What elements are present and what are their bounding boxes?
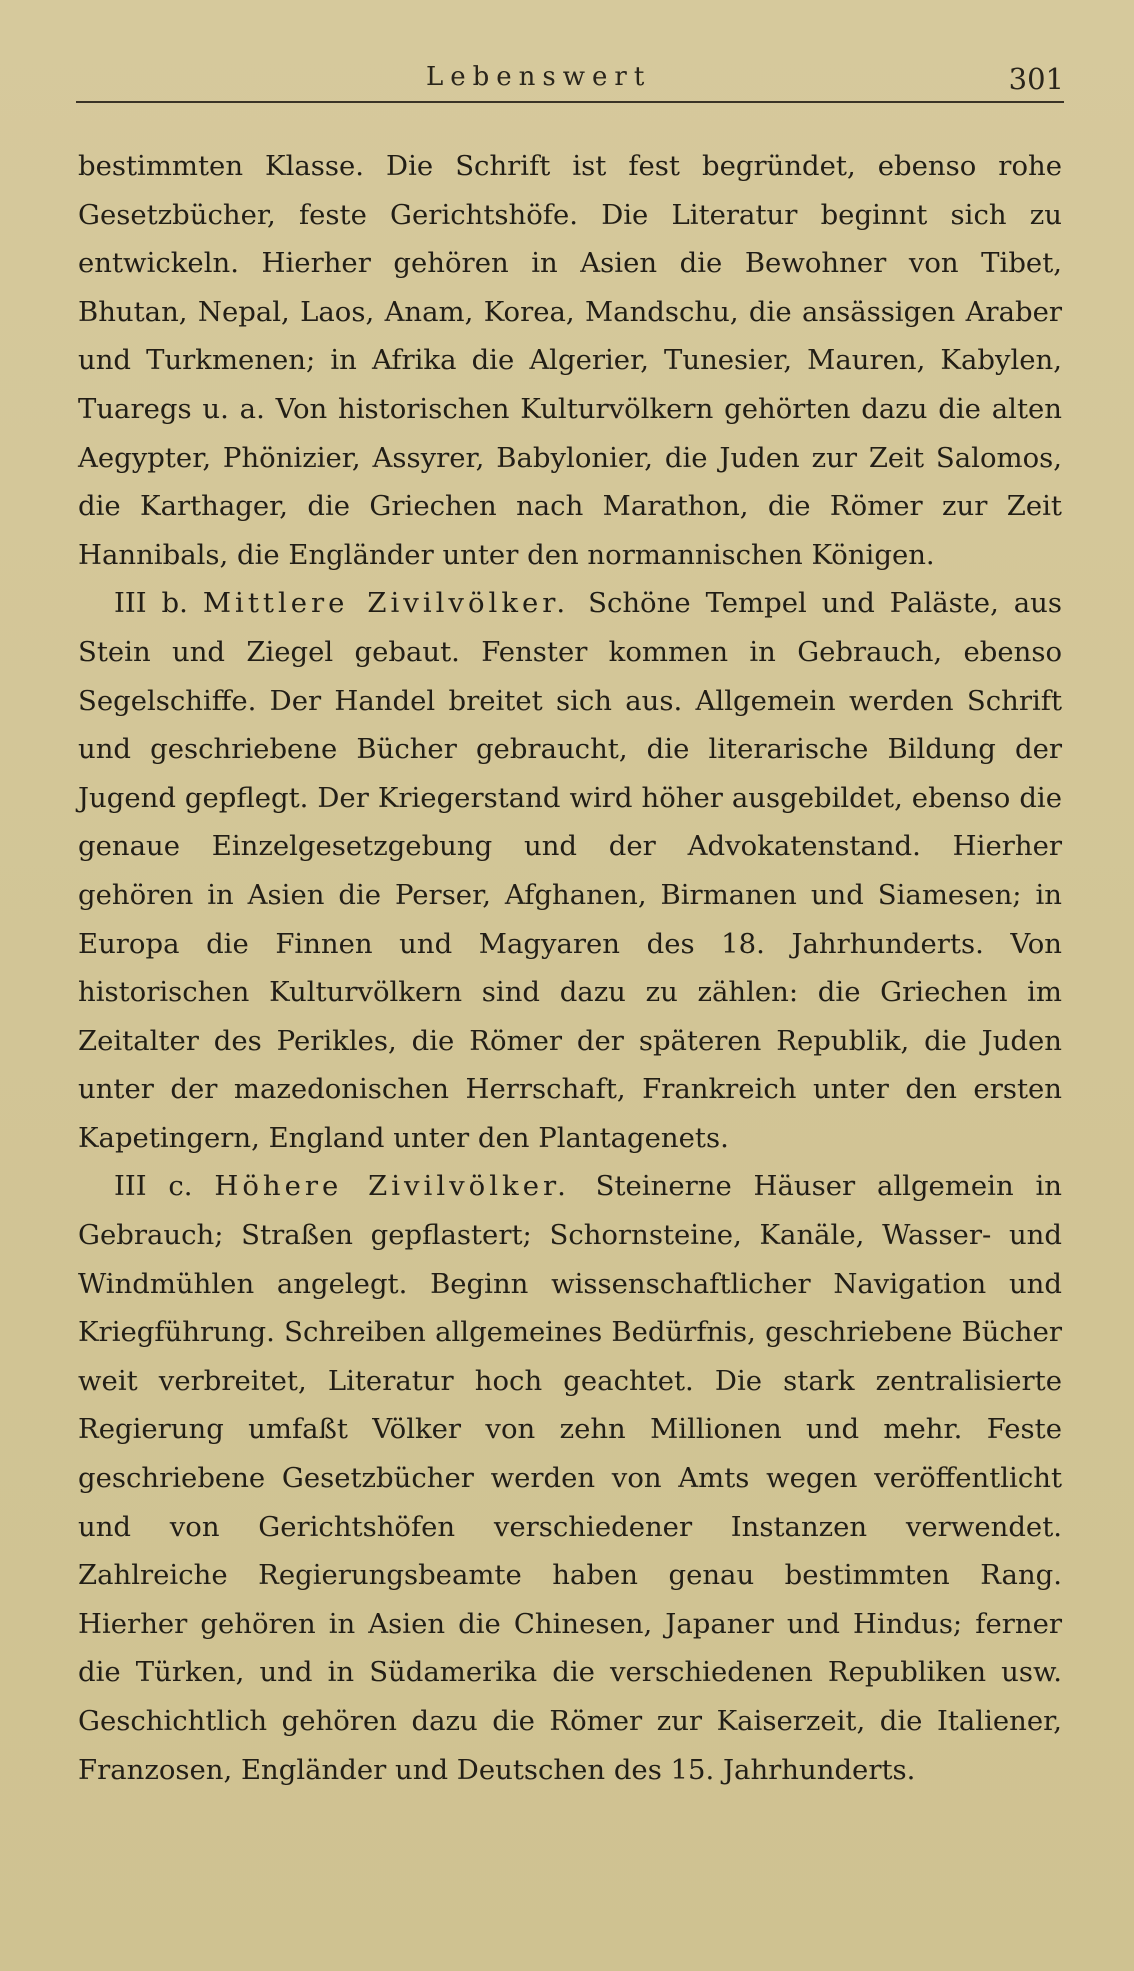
paragraph-text: bestimmten Klasse. Die Schrift ist fest begründet, ebenso rohe Gesetzbücher, feste Gerichtshöfe. Die Literatur beginnt sich zu entwickeln. Hierher gehören in Asien die Bewohner von Tibet, Bhutan, Nepal, Laos, Anam, Korea, Mandschu, die ansässigen Araber und Turkmenen; in Afrika die Algerier, Tunesier, Mauren, Kabylen, Tuaregs u. a. Von historischen Kulturvölkern gehörten dazu die alten Aegypter, Phönizier, Assyrer, Babylonier, die Juden zur Zeit Salomos, die Karthager, die Griechen nach Marathon, die Römer zur Zeit Hannibals, die Engländer unter den normannischen Königen. xyxy=(78,150,1062,571)
page-header xyxy=(76,62,1064,102)
running-head: Lebenswert xyxy=(426,62,652,92)
paragraph-mittlere-zivilvoelker xyxy=(78,579,1062,1162)
section-marker: III b. xyxy=(114,587,203,620)
section-marker: III c. xyxy=(114,1170,215,1203)
header-rule xyxy=(76,101,1064,103)
paragraph-text: Schöne Tempel und Paläste, aus Stein und Ziegel gebaut. Fenster kommen in Gebrauch, ebenso Segelschiffe. Der Handel breitet sich aus. Allgemein werden Schrift und geschriebene Bücher gebraucht, die literarische Bildung der Jugend gepflegt. Der Kriegerstand wird höher ausgebildet, ebenso die genaue Einzelgesetzgebung und der Advokatenstand. Hierher gehören in Asien die Perser, Afghanen, Birmanen und Siamesen; in Europa die Finnen und Magyaren des 18. Jahrhunderts. Von historischen Kulturvölkern sind dazu zu zählen: die Griechen im Zeitalter des Perikles, die Römer der späteren Republik, die Juden unter der mazedonischen Herrschaft, Frankreich unter den ersten Kapetingern, England unter den Plantagenets. xyxy=(78,587,1063,1154)
page-number: 301 xyxy=(1008,62,1064,96)
section-title: Mittlere Zivilvölker. xyxy=(202,587,589,620)
paragraph-hoehere-zivilvoelker xyxy=(78,1162,1062,1794)
paragraph-text: Steinerne Häuser allgemein in Gebrauch; Straßen gepflastert; Schornsteine, Kanäle, Wasser- und Windmühlen angelegt. Beginn wissenschaftlicher Navigation und Kriegführung. Schreiben allgemeines Bedürfnis, geschriebene Bücher weit verbreitet, Literatur hoch geachtet. Die stark zentralisierte Regierung umfaßt Völker von zehn Millionen und mehr. Feste geschriebene Gesetzbücher werden von Amts wegen veröffentlicht und von Gerichtshöfen verschiedener Instanzen verwendet. Zahlreiche Regierungsbeamte haben genau bestimmten Rang. Hierher gehören in Asien die Chinesen, Japaner und Hindus; ferner die Türken, und in Südamerika die verschiedenen Republiken usw. Geschichtlich gehören dazu die Römer zur Kaiserzeit, die Italiener, Franzosen, Engländer und Deutschen des 15. Jahrhunderts. xyxy=(78,1170,1063,1786)
paragraph-continuation xyxy=(78,142,1062,579)
section-title: Höhere Zivilvölker. xyxy=(214,1170,596,1203)
body-text xyxy=(78,142,1062,1794)
